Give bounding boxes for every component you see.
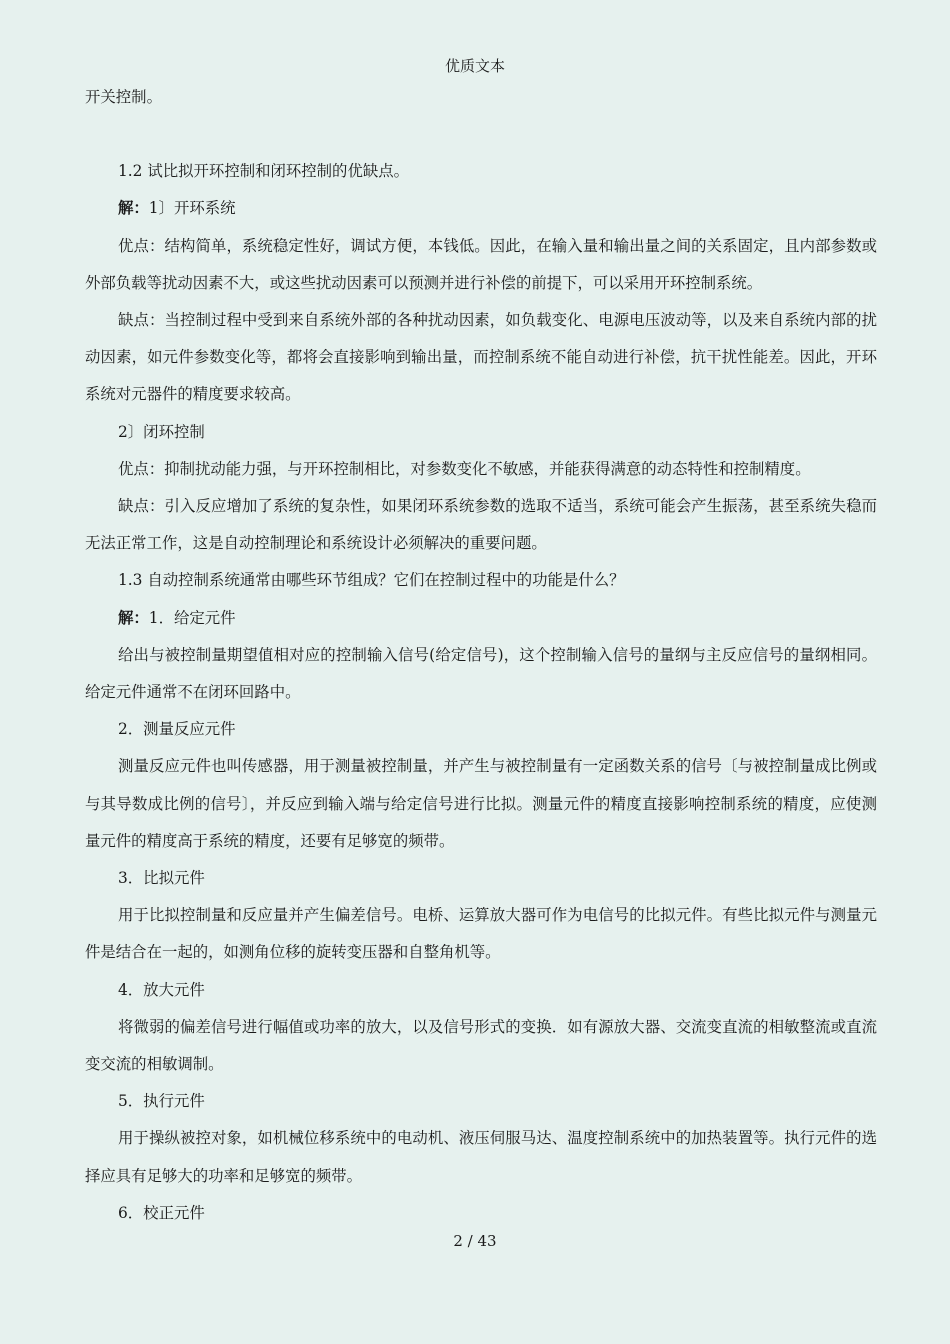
answer-label: 解： <box>118 199 149 218</box>
answer-label: 解： <box>118 608 149 627</box>
paragraph: 将微弱的偏差信号进行幅值或功率的放大，以及信号形式的变换．如有源放大器、交流变直流的相敏整流或直流变交流的相敏调制。 <box>85 1017 877 1074</box>
paragraph: 给出与被控制量期望值相对应的控制输入信号(给定信号)，这个控制输入信号的量纲与主反应信号的量纲相同。给定元件通常不在闭环回路中。 <box>85 645 877 702</box>
page-content <box>85 79 877 1232</box>
subheading: 2〕闭环控制 <box>118 422 205 441</box>
page-header: 优质文本 <box>444 57 505 75</box>
paragraph: 优点：结构简单，系统稳定性好，调试方便，本钱低。因此，在输入量和输出量之间的关系固定，且内部参数或外部负载等扰动因素不大，或这些扰动因素可以预测并进行补偿的前提下，可以采用开环控制系统。 <box>85 236 877 292</box>
subheading: 2．测量反应元件 <box>118 720 236 739</box>
paragraph: 用于比拟控制量和反应量并产生偏差信号。电桥、运算放大器可作为电信号的比拟元件。有些比拟元件与测量元件是结合在一起的，如测角位移的旋转变压器和自整角机等。 <box>85 906 877 962</box>
paragraph: 开关控制。 <box>85 88 162 106</box>
subheading: 6．校正元件 <box>118 1203 205 1222</box>
paragraph: 缺点：引入反应增加了系统的复杂性，如果闭环系统参数的选取不适当，系统可能会产生振荡，甚至系统失稳而无法正常工作，这是自动控制理论和系统设计必须解决的重要问题。 <box>85 497 877 553</box>
answer-heading <box>85 600 877 637</box>
subheading: 1〕开环系统 <box>148 199 236 218</box>
subheading: 1．给定元件 <box>148 608 236 627</box>
subheading: 3．比拟元件 <box>118 869 205 888</box>
subheading: 5．执行元件 <box>118 1092 205 1111</box>
page-number: 2 / 43 <box>453 1232 497 1250</box>
question-1-2: 1.2 试比拟开环控制和闭环控制的优缺点。 <box>118 162 410 181</box>
spacer <box>85 116 877 153</box>
answer-heading <box>85 190 877 227</box>
paragraph: 缺点：当控制过程中受到来自系统外部的各种扰动因素，如负载变化、电源电压波动等，以及来自系统内部的扰动因素，如元件参数变化等，都将会直接影响到输出量，而控制系统不能自动进行补偿，抗干扰性能差。因此，开环系统对元器件的精度要求较高。 <box>85 311 877 404</box>
paragraph: 用于操纵被控对象，如机械位移系统中的电动机、液压伺服马达、温度控制系统中的加热装置等。执行元件的选择应具有足够大的功率和足够宽的频带。 <box>85 1129 877 1185</box>
subheading: 4．放大元件 <box>118 980 205 999</box>
question-1-3: 1.3 自动控制系统通常由哪些环节组成？它们在控制过程中的功能是什么？ <box>118 571 625 590</box>
paragraph: 测量反应元件也叫传感器，用于测量被控制量，并产生与被控制量有一定函数关系的信号〔与被控制量成比例或与其导数成比例的信号〕，并反应到输入端与给定信号进行比拟。测量元件的精度直接影响控制系统的精度，应使测量元件的精度高于系统的精度，还要有足够宽的频带。 <box>85 757 877 850</box>
paragraph: 优点：抑制扰动能力强，与开环控制相比，对参数变化不敏感，并能获得满意的动态特性和控制精度。 <box>118 459 811 478</box>
